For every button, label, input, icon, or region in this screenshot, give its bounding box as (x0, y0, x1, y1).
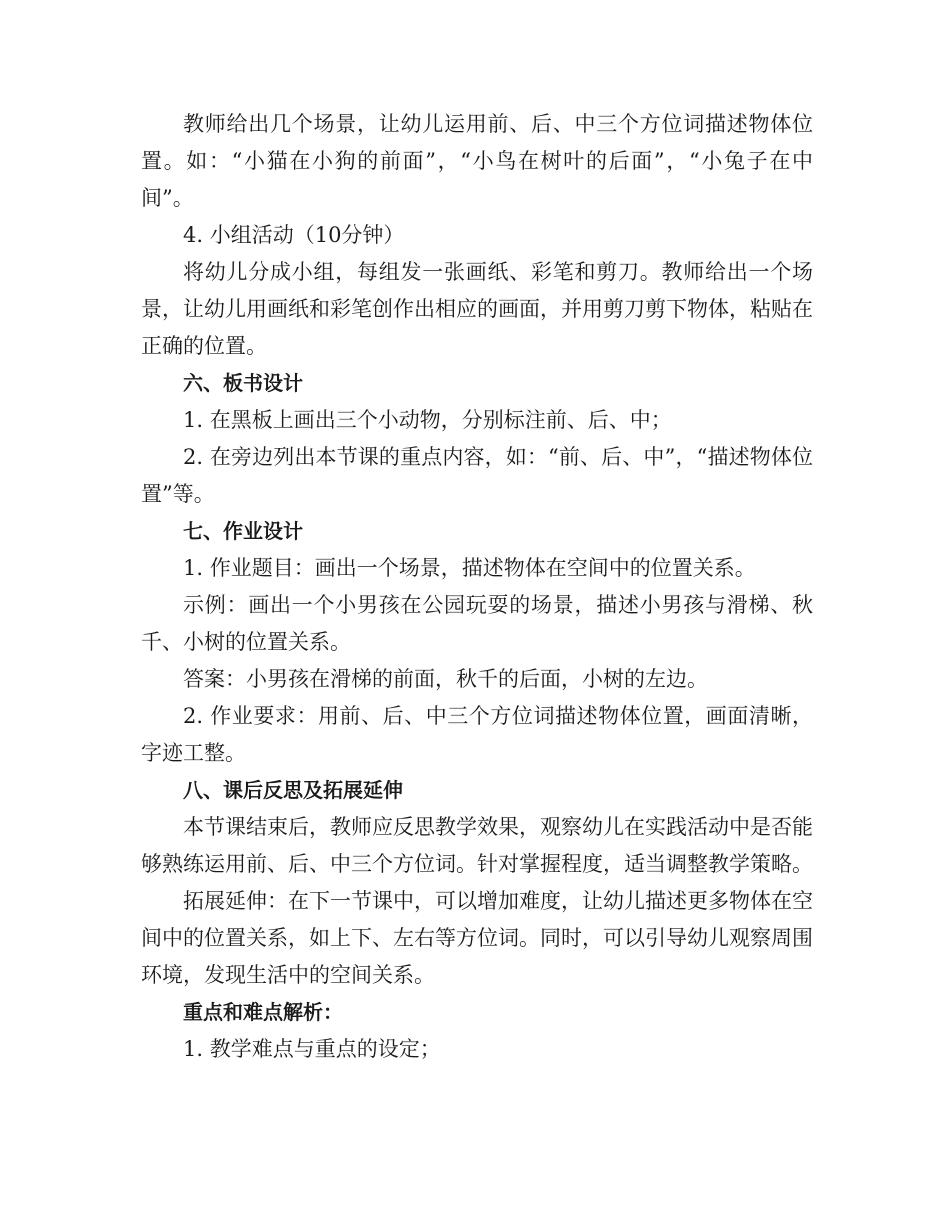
paragraph-homework-requirement: 2. 作业要求：用前、后、中三个方位词描述物体位置，画面清晰，字迹工整。 (141, 704, 813, 765)
paragraph-scene-description: 教师给出几个场景，让幼儿运用前、后、中三个方位词描述物体位置。如：“小猫在小狗的前面”，“小鸟在树叶的后面”，“小兔子在中间”。 (141, 112, 813, 210)
paragraph-extension: 拓展延伸：在下一节课中，可以增加难度，让幼儿描述更多物体在空间中的位置关系，如上下、左右等方位词。同时，可以引导幼儿观察周围环境，发现生活中的空间关系。 (141, 889, 813, 987)
heading-key-points: 重点和难点解析： (183, 1000, 343, 1024)
paragraph-homework-topic: 1. 作业题目：画出一个场景，描述物体在空间中的位置关系。 (183, 556, 756, 580)
paragraph-group-activity-title: 4. 小组活动（10分钟） (183, 223, 405, 247)
paragraph-group-activity: 将幼儿分成小组，每组发一张画纸、彩笔和剪刀。教师给出一个场景，让幼儿用画纸和彩笔创作出相应的画面，并用剪刀剪下物体，粘贴在正确的位置。 (141, 260, 813, 358)
heading-reflection: 八、课后反思及拓展延伸 (183, 778, 403, 802)
paragraph-board-item-1: 1. 在黑板上画出三个小动物，分别标注前、后、中； (183, 408, 672, 432)
paragraph-homework-answer: 答案：小男孩在滑梯的前面，秋千的后面，小树的左边。 (183, 667, 708, 691)
document-page (141, 106, 813, 1068)
heading-homework-design: 七、作业设计 (183, 519, 303, 543)
paragraph-homework-example: 示例：画出一个小男孩在公园玩耍的场景，描述小男孩与滑梯、秋千、小树的位置关系。 (141, 593, 813, 654)
heading-board-design: 六、板书设计 (183, 371, 303, 395)
paragraph-reflection: 本节课结束后，教师应反思教学效果，观察幼儿在实践活动中是否能够熟练运用前、后、中三个方位词。针对掌握程度，适当调整教学策略。 (141, 815, 813, 876)
paragraph-key-point-1: 1. 教学难点与重点的设定； (183, 1037, 441, 1061)
paragraph-board-item-2: 2. 在旁边列出本节课的重点内容，如：“前、后、中”，“描述物体位置”等。 (141, 445, 813, 506)
